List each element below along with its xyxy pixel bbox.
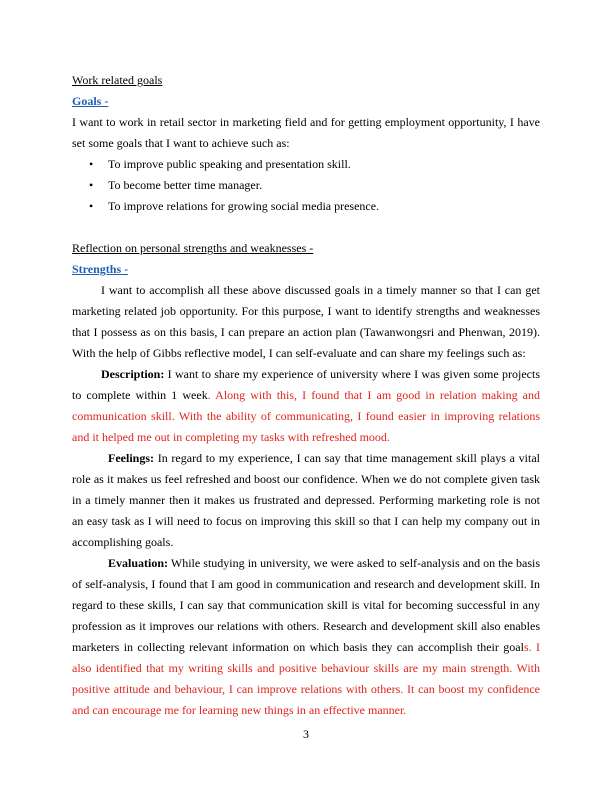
description-highlight: . Along with this, I found that I am good in relation making and communication skill. With the ability of communicating, I found easier in improving relations and it helped me out in completing my tasks with refreshed mood. <box>72 388 540 444</box>
feelings-text: In regard to my experience, I can say that time management skill plays a vital role as it makes us feel refreshed and boost our confidence. When we do not complete given task in a timely manner then it makes us frustrated and depressed. Performing marketing role is not an easy task as I will need to focus on improving this skill so that I can help my company out in accomplishing goals. <box>72 451 540 549</box>
strengths-intro-paragraph: I want to accomplish all these above discussed goals in a timely manner so that I can get marketing related job opportunity. For this purpose, I want to identify strengths and weaknesses that I possess as on this basis, I can prepare an action plan (Tawanwongsri and Phenwan, 2019). With the help of Gibbs reflective model, I can self-evaluate and can share my feelings such as: <box>72 283 540 360</box>
work-goals-heading: Work related goals <box>72 73 163 87</box>
page-number: 3 <box>303 727 309 741</box>
goals-subheading: Goals - <box>72 94 109 108</box>
feelings-paragraph <box>72 448 540 553</box>
evaluation-highlight: s. I also identified that my writing skills and positive behaviour skills are my main strength. With positive attitude and behaviour, I can improve relations with others. It can boost my confidence and can encourage me for learning new things in an effective manner. <box>72 640 540 717</box>
bullet-icon: • <box>89 199 94 213</box>
description-label: Description: <box>101 367 165 381</box>
strengths-subheading: Strengths - <box>72 262 129 276</box>
spacer <box>72 217 540 238</box>
evaluation-label: Evaluation: <box>108 556 169 570</box>
bullet-icon: • <box>89 178 94 192</box>
reflection-heading: Reflection on personal strengths and weaknesses - <box>72 241 314 255</box>
description-text: I want to share my experience of university where I was given some projects to complete within 1 week <box>72 367 540 402</box>
feelings-label: Feelings: <box>108 451 154 465</box>
evaluation-paragraph <box>72 553 540 721</box>
bullet-text: To become better time manager. <box>108 178 263 192</box>
evaluation-text: While studying in university, we were asked to self-analysis and on the basis of self-analysis, I found that I am good in communication and research and development skill. In regard to these skills, I can say that communication skill is vital for becoming successful in any profession as it improves our relations with others. Research and development skill also enables marketers in collecting relevant information on which basis they can accomplish their goal <box>72 556 540 654</box>
goals-intro-paragraph: I want to work in retail sector in marketing field and for getting employment opportunity, I have set some goals that I want to achieve such as: <box>72 115 540 150</box>
goals-bullet-list <box>72 154 540 217</box>
bullet-icon: • <box>89 157 94 171</box>
bullet-text: To improve relations for growing social media presence. <box>108 199 380 213</box>
document-page <box>72 70 540 721</box>
bullet-text: To improve public speaking and presentation skill. <box>108 157 351 171</box>
list-item <box>72 175 540 196</box>
list-item <box>72 154 540 175</box>
description-paragraph <box>72 364 540 448</box>
list-item <box>72 196 540 217</box>
